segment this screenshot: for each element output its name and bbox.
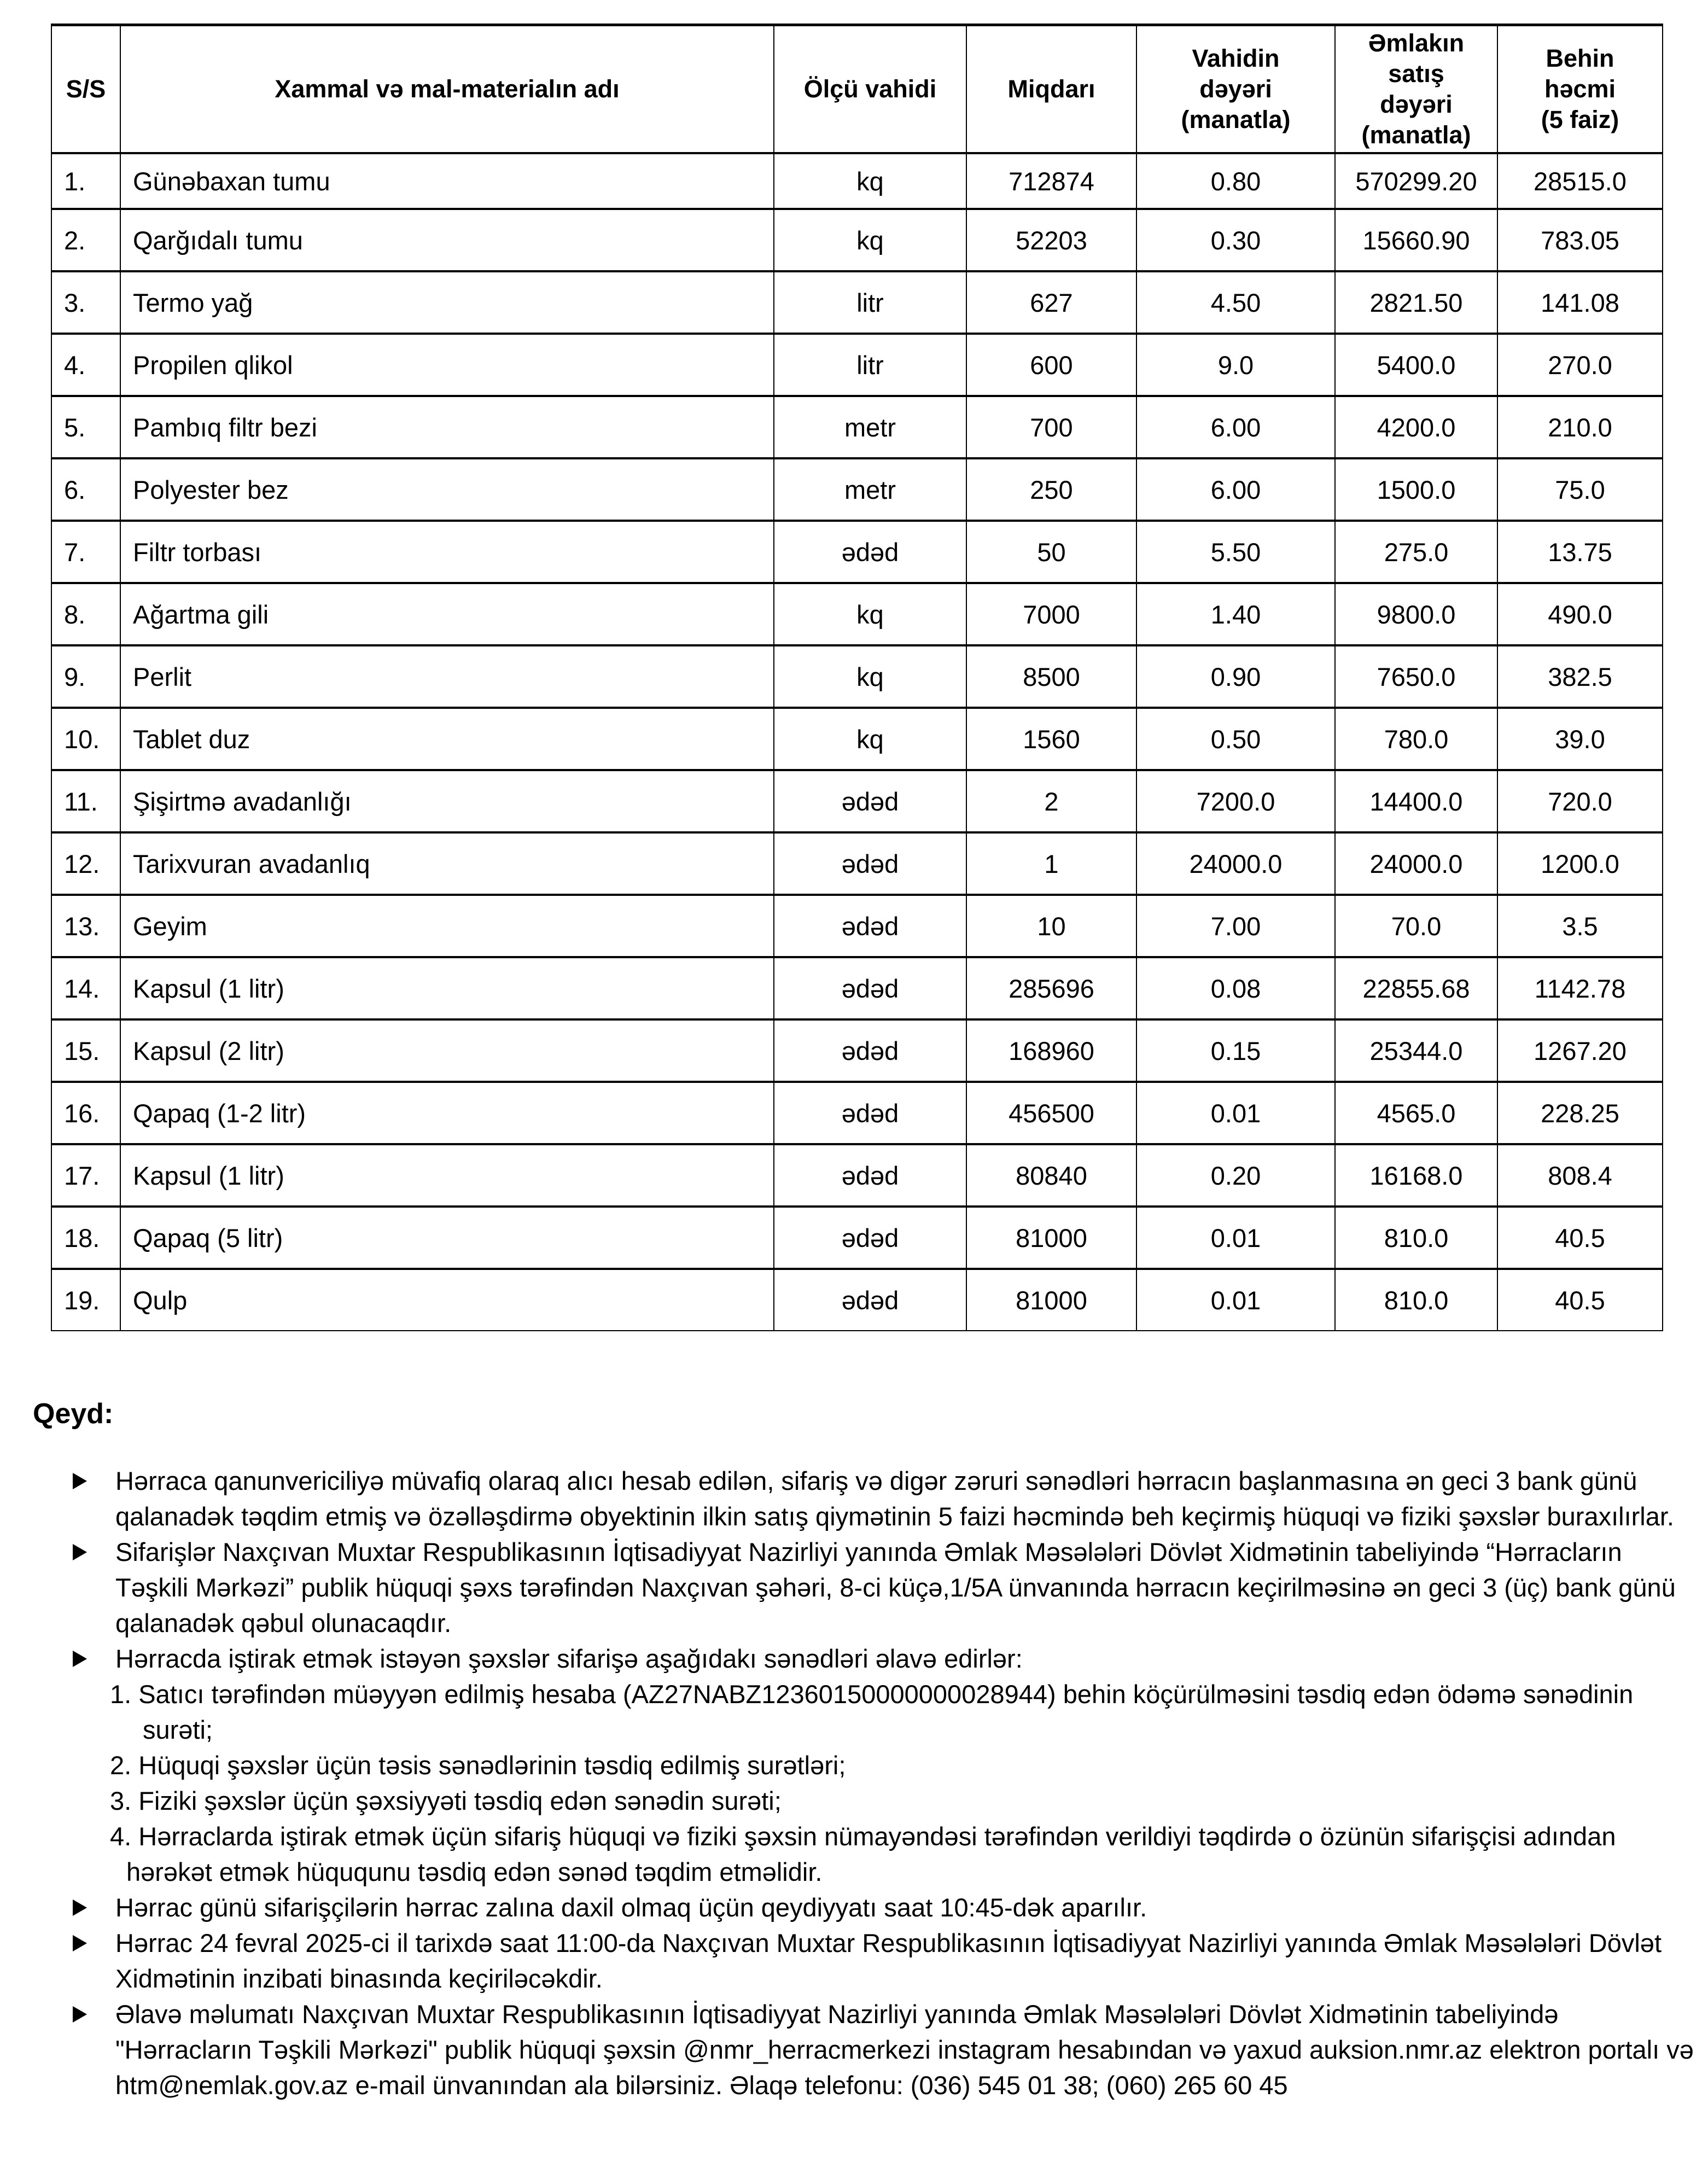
cell-qty: 52203 <box>966 209 1136 271</box>
cell-unit-price: 0.01 <box>1136 1269 1335 1331</box>
cell-qty: 456500 <box>966 1082 1136 1144</box>
table-row <box>51 396 1663 458</box>
table-row <box>51 153 1663 209</box>
cell-unit-price: 7200.0 <box>1136 770 1335 832</box>
cell-qty: 285696 <box>966 957 1136 1019</box>
cell-unit: kq <box>774 153 966 209</box>
cell-unit: ədəd <box>774 1082 966 1144</box>
cell-deposit: 490.0 <box>1497 583 1663 645</box>
cell-qty: 250 <box>966 458 1136 521</box>
cell-name: Kapsul (2 litr) <box>120 1019 774 1082</box>
cell-deposit: 39.0 <box>1497 708 1663 770</box>
cell-qty: 1560 <box>966 708 1136 770</box>
note-text: Hərraca qanunvericiliyə müvafiq olaraq alıcı hesab edilən, sifariş və digər zəruri sənədləri hərracın başlanmasına ən geci 3 bank günü qalanadək təqdim etmiş və özəlləşdirmə obyektinin ilkin satış qiymətinin 5 faizi həcmində beh keçirmiş hüquqi və fiziki şəxslər buraxılırlar. <box>115 1466 1674 1531</box>
cell-unit: ədəd <box>774 770 966 832</box>
note-text: Əlavə məlumatı Naxçıvan Muxtar Respublikasının İqtisadiyyat Nazirliyi yanında Əmlak Məsələləri Dövlət Xidmətinin tabeliyində "Hərracların Təşkili Mərkəzi" publik hüquqi şəxsin @nmr_herracmerkezi instagram hesabından və yaxud auksion.nmr.az elektron portalı və htm@nemlak.gov.az e-mail ünvanından ala bilərsiniz. Əlaqə telefonu: (036) 545 01 38; (060) 265 60 45 <box>115 2000 1694 2100</box>
cell-deposit: 210.0 <box>1497 396 1663 458</box>
header-line: (manatla) <box>1361 121 1471 149</box>
cell-sn: 6. <box>51 458 120 521</box>
cell-unit-price: 0.80 <box>1136 153 1335 209</box>
cell-sn: 13. <box>51 895 120 957</box>
cell-deposit: 720.0 <box>1497 770 1663 832</box>
cell-deposit: 1267.20 <box>1497 1019 1663 1082</box>
header-qty: Miqdarı <box>966 25 1136 154</box>
cell-sale-value: 16168.0 <box>1335 1144 1497 1207</box>
required-document-item: 1. Satıcı tərəfindən müəyyən edilmiş hesaba (AZ27NABZ12360150000000028944) behin köçürülməsini təsdiq edən ödəmə sənədinin surəti; <box>110 1680 1634 1744</box>
cell-deposit: 40.5 <box>1497 1269 1663 1331</box>
cell-unit: ədəd <box>774 832 966 895</box>
notes-list <box>68 1463 1698 2103</box>
required-document-item: 3. Fiziki şəxslər üçün şəxsiyyəti təsdiq edən sənədin surəti; <box>110 1786 782 1815</box>
table-row <box>51 458 1663 521</box>
table-header-row <box>51 25 1663 154</box>
arrowhead-bullet-icon <box>73 1544 87 1560</box>
table-row <box>51 1144 1663 1207</box>
cell-name: Qapaq (5 litr) <box>120 1207 774 1269</box>
cell-sn: 18. <box>51 1207 120 1269</box>
table-row <box>51 1269 1663 1331</box>
notes-title: Qeyd: <box>33 1398 114 1430</box>
cell-deposit: 783.05 <box>1497 209 1663 271</box>
cell-sn: 1. <box>51 153 120 209</box>
cell-unit-price: 9.0 <box>1136 334 1335 396</box>
cell-name: Günəbaxan tumu <box>120 153 774 209</box>
cell-sale-value: 5400.0 <box>1335 334 1497 396</box>
cell-deposit: 1142.78 <box>1497 957 1663 1019</box>
cell-unit: kq <box>774 708 966 770</box>
cell-deposit: 141.08 <box>1497 271 1663 334</box>
cell-name: Kapsul (1 litr) <box>120 1144 774 1207</box>
header-deposit <box>1497 25 1663 154</box>
cell-qty: 700 <box>966 396 1136 458</box>
cell-deposit: 28515.0 <box>1497 153 1663 209</box>
cell-unit: ədəd <box>774 895 966 957</box>
cell-sale-value: 22855.68 <box>1335 957 1497 1019</box>
table-row <box>51 209 1663 271</box>
table-row <box>51 895 1663 957</box>
header-line: həcmi <box>1544 75 1616 103</box>
table-row <box>51 770 1663 832</box>
cell-name: Perlit <box>120 645 774 708</box>
cell-unit: ədəd <box>774 1019 966 1082</box>
cell-deposit: 382.5 <box>1497 645 1663 708</box>
header-line: dəyəri <box>1199 75 1272 103</box>
cell-sale-value: 780.0 <box>1335 708 1497 770</box>
table-row <box>51 583 1663 645</box>
header-line: (manatla) <box>1181 106 1291 133</box>
cell-unit-price: 5.50 <box>1136 521 1335 583</box>
header-sale-value <box>1335 25 1497 154</box>
cell-sale-value: 2821.50 <box>1335 271 1497 334</box>
cell-sn: 10. <box>51 708 120 770</box>
cell-sn: 4. <box>51 334 120 396</box>
arrowhead-bullet-icon <box>73 1473 87 1489</box>
cell-sale-value: 810.0 <box>1335 1269 1497 1331</box>
cell-qty: 81000 <box>966 1207 1136 1269</box>
cell-name: Filtr torbası <box>120 521 774 583</box>
cell-unit-price: 24000.0 <box>1136 832 1335 895</box>
cell-name: Qarğıdalı tumu <box>120 209 774 271</box>
cell-sn: 9. <box>51 645 120 708</box>
note-item <box>68 1641 1698 1676</box>
cell-sn: 14. <box>51 957 120 1019</box>
note-item <box>68 1534 1698 1641</box>
cell-unit-price: 4.50 <box>1136 271 1335 334</box>
cell-unit: ədəd <box>774 1144 966 1207</box>
table-row <box>51 334 1663 396</box>
note-item <box>68 1890 1698 1925</box>
cell-name: Qapaq (1-2 litr) <box>120 1082 774 1144</box>
cell-deposit: 228.25 <box>1497 1082 1663 1144</box>
cell-sale-value: 1500.0 <box>1335 458 1497 521</box>
cell-sale-value: 9800.0 <box>1335 583 1497 645</box>
note-text: Hərracda iştirak etmək istəyən şəxslər sifarişə aşağıdakı sənədləri əlavə edirlər: <box>115 1644 1023 1673</box>
cell-qty: 8500 <box>966 645 1136 708</box>
table-row <box>51 271 1663 334</box>
cell-unit: ədəd <box>774 521 966 583</box>
cell-unit: ədəd <box>774 1207 966 1269</box>
cell-qty: 627 <box>966 271 1136 334</box>
cell-sn: 19. <box>51 1269 120 1331</box>
cell-sale-value: 70.0 <box>1335 895 1497 957</box>
cell-unit-price: 0.01 <box>1136 1082 1335 1144</box>
cell-sale-value: 4200.0 <box>1335 396 1497 458</box>
cell-unit: ədəd <box>774 957 966 1019</box>
cell-name: Kapsul (1 litr) <box>120 957 774 1019</box>
cell-name: Tarixvuran avadanlıq <box>120 832 774 895</box>
cell-qty: 2 <box>966 770 1136 832</box>
table-row <box>51 1019 1663 1082</box>
header-line: satış <box>1388 60 1444 88</box>
cell-sale-value: 4565.0 <box>1335 1082 1497 1144</box>
cell-sn: 12. <box>51 832 120 895</box>
cell-unit-price: 1.40 <box>1136 583 1335 645</box>
arrowhead-bullet-icon <box>73 1899 87 1916</box>
cell-qty: 7000 <box>966 583 1136 645</box>
cell-sn: 11. <box>51 770 120 832</box>
cell-name: Polyester bez <box>120 458 774 521</box>
table-row <box>51 708 1663 770</box>
cell-sn: 3. <box>51 271 120 334</box>
note-text: Hərrac günü sifarişçilərin hərrac zalına daxil olmaq üçün qeydiyyatı saat 10:45-dək aparılır. <box>115 1893 1147 1922</box>
arrowhead-bullet-icon <box>73 2006 87 2023</box>
cell-sale-value: 810.0 <box>1335 1207 1497 1269</box>
cell-unit: kq <box>774 645 966 708</box>
cell-sn: 15. <box>51 1019 120 1082</box>
cell-name: Ağartma gili <box>120 583 774 645</box>
cell-deposit: 808.4 <box>1497 1144 1663 1207</box>
cell-unit-price: 0.50 <box>1136 708 1335 770</box>
header-line: Behin <box>1546 44 1614 72</box>
cell-sale-value: 7650.0 <box>1335 645 1497 708</box>
header-unit: Ölçü vahidi <box>774 25 966 154</box>
cell-sn: 16. <box>51 1082 120 1144</box>
cell-unit: metr <box>774 458 966 521</box>
header-line: Vahidin <box>1192 44 1280 72</box>
cell-sale-value: 15660.90 <box>1335 209 1497 271</box>
cell-unit-price: 0.08 <box>1136 957 1335 1019</box>
cell-deposit: 40.5 <box>1497 1207 1663 1269</box>
cell-name: Pambıq filtr bezi <box>120 396 774 458</box>
cell-qty: 10 <box>966 895 1136 957</box>
cell-unit-price: 0.30 <box>1136 209 1335 271</box>
cell-unit: kq <box>774 209 966 271</box>
table-row <box>51 1082 1663 1144</box>
required-document-item: 4. Hərraclarda iştirak etmək üçün sifariş hüquqi və fiziki şəxsin nümayəndəsi tərəfindən verildiyi təqdirdə o özünün sifarişçisi adından hərəkət etmək hüququnu təsdiq edən sənəd təqdim etməlidir. <box>110 1822 1616 1886</box>
arrowhead-bullet-icon <box>73 1651 87 1667</box>
cell-sn: 7. <box>51 521 120 583</box>
cell-unit-price: 0.15 <box>1136 1019 1335 1082</box>
cell-name: Termo yağ <box>120 271 774 334</box>
cell-qty: 712874 <box>966 153 1136 209</box>
header-line: Əmlakın <box>1368 29 1465 57</box>
cell-unit-price: 0.20 <box>1136 1144 1335 1207</box>
note-text: Sifarişlər Naxçıvan Muxtar Respublikasının İqtisadiyyat Nazirliyi yanında Əmlak Məsələləri Dövlət Xidmətinin tabeliyində “Hərracların Təşkili Mərkəzi” publik hüquqi şəxs tərəfindən Naxçıvan şəhəri, 8-ci küçə,1/5A ünvanında hərracın keçirilməsinə ən geci 3 (üç) bank günü qalanadək qəbul olunacaqdır. <box>115 1537 1676 1637</box>
note-item <box>68 1996 1698 2103</box>
cell-sale-value: 275.0 <box>1335 521 1497 583</box>
table-row <box>51 521 1663 583</box>
table-row <box>51 832 1663 895</box>
cell-unit-price: 7.00 <box>1136 895 1335 957</box>
cell-name: Geyim <box>120 895 774 957</box>
header-line: (5 faiz) <box>1541 106 1619 133</box>
cell-unit-price: 6.00 <box>1136 396 1335 458</box>
cell-name: Qulp <box>120 1269 774 1331</box>
cell-qty: 50 <box>966 521 1136 583</box>
cell-name: Şişirtmə avadanlığı <box>120 770 774 832</box>
cell-qty: 80840 <box>966 1144 1136 1207</box>
cell-deposit: 3.5 <box>1497 895 1663 957</box>
note-item <box>68 1925 1698 1996</box>
cell-qty: 168960 <box>966 1019 1136 1082</box>
cell-sn: 17. <box>51 1144 120 1207</box>
cell-qty: 600 <box>966 334 1136 396</box>
cell-name: Tablet duz <box>120 708 774 770</box>
cell-qty: 1 <box>966 832 1136 895</box>
cell-unit: metr <box>774 396 966 458</box>
table-row <box>51 1207 1663 1269</box>
cell-unit: kq <box>774 583 966 645</box>
cell-sale-value: 570299.20 <box>1335 153 1497 209</box>
cell-qty: 81000 <box>966 1269 1136 1331</box>
cell-unit-price: 6.00 <box>1136 458 1335 521</box>
required-document-item: 2. Hüquqi şəxslər üçün təsis sənədlərinin təsdiq edilmiş surətləri; <box>110 1751 846 1780</box>
header-sn: S/S <box>51 25 120 154</box>
header-line: dəyəri <box>1380 90 1453 118</box>
cell-sale-value: 25344.0 <box>1335 1019 1497 1082</box>
note-item <box>68 1463 1698 1534</box>
arrowhead-bullet-icon <box>73 1935 87 1951</box>
cell-sale-value: 14400.0 <box>1335 770 1497 832</box>
cell-deposit: 1200.0 <box>1497 832 1663 895</box>
header-name: Xammal və mal-materialın adı <box>120 25 774 154</box>
table-row <box>51 957 1663 1019</box>
cell-unit: ədəd <box>774 1269 966 1331</box>
table-row <box>51 645 1663 708</box>
cell-deposit: 270.0 <box>1497 334 1663 396</box>
cell-unit-price: 0.90 <box>1136 645 1335 708</box>
cell-sale-value: 24000.0 <box>1335 832 1497 895</box>
materials-table <box>51 24 1663 1331</box>
cell-deposit: 75.0 <box>1497 458 1663 521</box>
cell-unit-price: 0.01 <box>1136 1207 1335 1269</box>
cell-deposit: 13.75 <box>1497 521 1663 583</box>
cell-unit: litr <box>774 271 966 334</box>
cell-sn: 8. <box>51 583 120 645</box>
cell-name: Propilen qlikol <box>120 334 774 396</box>
cell-sn: 2. <box>51 209 120 271</box>
cell-sn: 5. <box>51 396 120 458</box>
header-unit-price <box>1136 25 1335 154</box>
cell-unit: litr <box>774 334 966 396</box>
note-text: Hərrac 24 fevral 2025-ci il tarixdə saat 11:00-da Naxçıvan Muxtar Respublikasının İqtisadiyyat Nazirliyi yanında Əmlak Məsələləri Dövlət Xidmətinin inzibati binasında keçiriləcəkdir. <box>115 1928 1662 1993</box>
